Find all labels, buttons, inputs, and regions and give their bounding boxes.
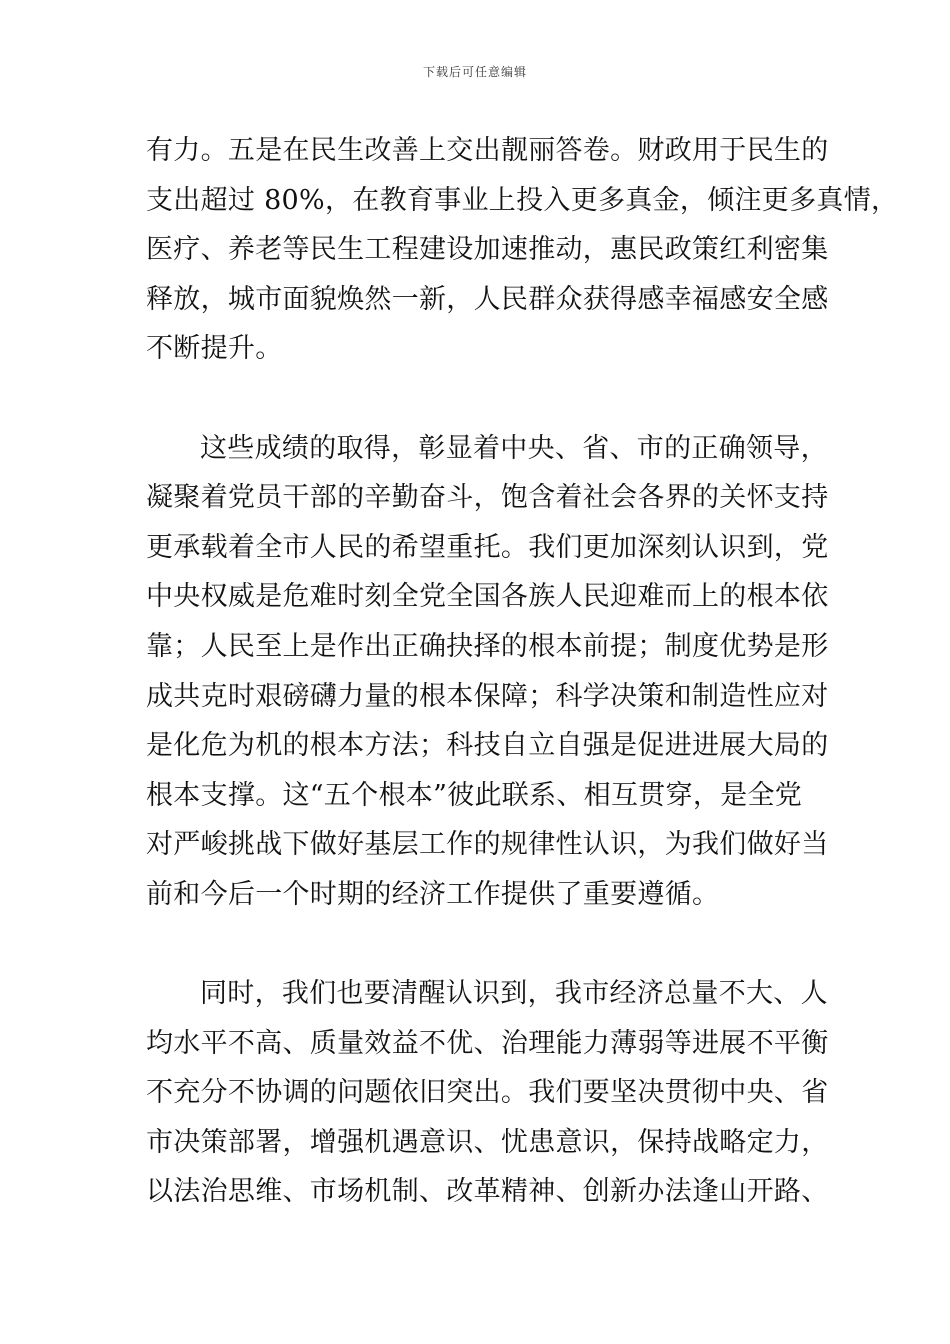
text-line: 医疗、养老等民生工程建设加速推动，惠民政策红利密集 <box>146 234 829 266</box>
text-line: 前和今后一个时期的经济工作提供了重要遵循。 <box>146 878 720 910</box>
text-line: 凝聚着党员干部的辛勤奋斗，饱含着社会各界的关怀支持 <box>146 482 829 514</box>
text-line-first: 这些成绩的取得，彰显着中央、省、市的正确领导， <box>200 432 828 464</box>
text-line: 均水平不高、质量效益不优、治理能力薄弱等进展不平衡 <box>146 1027 829 1059</box>
text-line: 中央权威是危难时刻全党全国各族人民迎难而上的根本依 <box>146 581 829 613</box>
paragraph-spacer <box>146 920 818 970</box>
paragraph-1 <box>146 126 899 374</box>
text-line: 市决策部署，增强机遇意识、忧患意识，保持战略定力， <box>146 1126 829 1158</box>
text-line: 靠；人民至上是作出正确抉择的根本前提；制度优势是形 <box>146 630 829 662</box>
paragraph-3 <box>146 969 829 1217</box>
text-line: 释放，城市面貌焕然一新，人民群众获得感幸福感安全感 <box>146 283 829 315</box>
text-line: 以法治思维、市场机制、改革精神、创新办法逢山开路、 <box>146 1176 829 1208</box>
text-line: 对严峻挑战下做好基层工作的规律性认识，为我们做好当 <box>146 829 829 861</box>
text-line: 不断提升。 <box>146 333 283 365</box>
text-line: 是化危为机的根本方法；科技自立自强是促进进展大局的 <box>146 730 829 762</box>
text-line: 有力。五是在民生改善上交出靓丽答卷。财政用于民生的 <box>146 135 829 166</box>
page-header: 下载后可任意编辑 <box>422 65 527 79</box>
text-line: 根本支撑。这“五个根本”彼此联系、相互贯穿，是全党 <box>146 779 803 811</box>
text-line: 更承载着全市人民的希望重托。我们更加深刻认识到，党 <box>146 531 829 563</box>
text-line: 成共克时艰磅礴力量的根本保障；科学决策和制造性应对 <box>146 680 829 712</box>
document-body <box>146 126 899 1217</box>
text-line: 支出超过 80%，在教育事业上投入更多真金，倾注更多真情， <box>146 184 899 216</box>
paragraph-2 <box>146 424 829 920</box>
text-line-first: 同时，我们也要清醒认识到，我市经济总量不大、人 <box>200 978 828 1010</box>
paragraph-spacer <box>146 374 818 424</box>
text-line: 不充分不协调的问题依旧突出。我们要坚决贯彻中央、省 <box>146 1077 829 1109</box>
